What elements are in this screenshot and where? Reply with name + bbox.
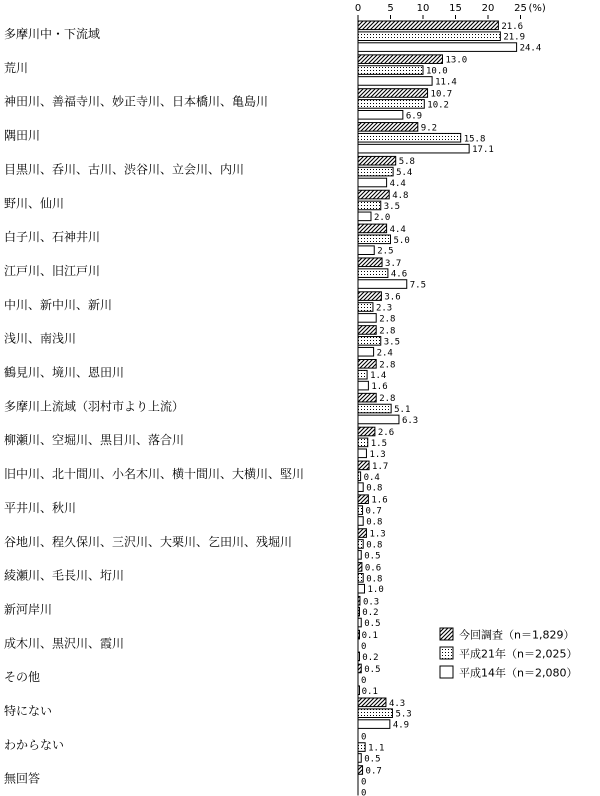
bar-series1-cat8: [358, 303, 373, 312]
bar-series0-cat12: [358, 427, 375, 436]
value-label-series2-cat4: 4.4: [389, 179, 406, 189]
value-label-series1-cat16: 0.8: [366, 574, 383, 585]
value-label-series1-cat19: 0: [361, 675, 367, 686]
x-tick-label-3: 15: [449, 3, 462, 14]
value-label-series2-cat0: 24.4: [519, 43, 542, 54]
value-label-series1-cat18: 0: [361, 642, 367, 652]
value-label-series1-cat15: 0.8: [366, 540, 383, 551]
x-tick-label-5: 25: [514, 3, 527, 14]
value-label-series2-cat19: 0.1: [361, 686, 378, 697]
x-axis-unit-label: (%): [528, 3, 546, 14]
bar-series0-cat11: [358, 393, 376, 402]
bar-series0-cat16: [358, 563, 362, 572]
bar-series0-cat5: [358, 190, 389, 199]
value-label-series1-cat14: 0.7: [365, 506, 382, 517]
bar-series0-cat6: [358, 224, 387, 233]
bar-series0-cat20: [358, 698, 386, 707]
value-label-series1-cat10: 1.4: [370, 371, 387, 382]
value-label-series1-cat20: 5.3: [395, 709, 412, 720]
value-label-series0-cat17: 0.3: [362, 597, 380, 608]
bar-series1-cat4: [358, 167, 393, 176]
value-label-series0-cat6: 4.4: [389, 224, 406, 235]
value-label-series2-cat8: 2.8: [379, 314, 396, 325]
value-label-series2-cat21: 0.5: [364, 754, 381, 765]
category-label-14: 平井川、秋川: [4, 500, 77, 515]
value-label-series0-cat7: 3.7: [385, 258, 402, 269]
bar-series2-cat1: [358, 77, 432, 86]
value-label-series1-cat22: 0: [361, 777, 367, 788]
value-label-series0-cat11: 2.8: [379, 394, 396, 405]
value-label-series0-cat20: 4.3: [388, 698, 406, 709]
value-label-series1-cat6: 5.0: [393, 235, 410, 246]
value-label-series0-cat19: 0.5: [364, 664, 381, 675]
legend-swatch-1: [440, 647, 453, 659]
bar-series2-cat12: [358, 449, 366, 458]
category-label-16: 綾瀬川、毛長川、垳川: [4, 568, 125, 583]
legend-label-2: 平成14年（n＝2,080）: [459, 666, 578, 680]
bar-series2-cat14: [358, 517, 363, 526]
category-label-12: 柳瀬川、空堀川、黒目川、落合川: [4, 433, 185, 448]
bar-series2-cat16: [358, 584, 365, 593]
legend-label-1: 平成21年（n＝2,025）: [459, 647, 578, 661]
bar-series1-cat1: [358, 66, 423, 75]
bar-series0-cat8: [358, 292, 381, 301]
value-label-series0-cat12: 2.6: [377, 428, 395, 438]
value-label-series0-cat2: 10.7: [430, 89, 453, 100]
bar-series1-cat7: [358, 269, 388, 278]
category-label-3: 隅田川: [4, 128, 41, 143]
category-label-18: 成木川、黒沢川、霞川: [4, 636, 125, 651]
value-label-series0-cat21: 0: [361, 732, 367, 743]
category-label-5: 野川、仙川: [4, 196, 65, 211]
value-label-series2-cat1: 11.4: [435, 77, 457, 88]
bar-series1-cat5: [358, 201, 381, 210]
category-label-9: 浅川、南浅川: [4, 331, 77, 346]
legend: [440, 628, 577, 680]
bar-series2-cat11: [358, 415, 399, 424]
value-label-series0-cat9: 2.8: [379, 326, 396, 337]
legend-swatch-2: [440, 666, 453, 678]
bar-series2-cat2: [358, 111, 403, 120]
bar-series2-cat20: [358, 720, 390, 729]
value-label-series0-cat10: 2.8: [379, 360, 396, 371]
value-label-series2-cat2: 6.9: [405, 111, 423, 122]
category-label-20: 特にない: [4, 704, 53, 718]
value-label-series2-cat5: 2.0: [374, 212, 391, 223]
bar-series0-cat13: [358, 461, 369, 470]
value-label-series1-cat4: 5.4: [396, 168, 413, 179]
value-label-series0-cat16: 0.6: [364, 563, 382, 574]
value-label-series2-cat18: 0.2: [362, 652, 379, 663]
value-label-series1-cat11: 5.1: [394, 405, 411, 416]
value-label-series2-cat10: 1.6: [371, 382, 388, 393]
bar-series1-cat15: [358, 540, 363, 549]
value-label-series0-cat0: 21.6: [501, 21, 524, 32]
x-tick-label-1: 5: [387, 3, 394, 14]
value-label-series0-cat14: 1.6: [371, 495, 388, 506]
value-label-series1-cat7: 4.6: [390, 269, 408, 280]
value-label-series1-cat9: 3.5: [383, 337, 401, 348]
value-label-series1-cat2: 10.2: [427, 100, 449, 111]
bar-series0-cat0: [358, 21, 498, 30]
bar-series1-cat12: [358, 438, 368, 447]
bar-series0-cat3: [358, 123, 418, 132]
category-label-11: 多摩川上流域（羽村市より上流）: [4, 399, 185, 414]
value-label-series1-cat8: 2.3: [375, 303, 393, 314]
bar-series2-cat8: [358, 314, 376, 323]
value-label-series0-cat8: 3.6: [384, 292, 401, 303]
bar-series1-cat20: [358, 709, 392, 718]
bar-series2-cat0: [358, 43, 517, 52]
bar-series2-cat13: [358, 483, 363, 492]
value-label-series1-cat12: 1.5: [370, 438, 388, 449]
value-label-series2-cat11: 6.3: [401, 415, 419, 426]
bar-series2-cat4: [358, 178, 387, 187]
value-label-series2-cat16: 1.0: [367, 585, 384, 596]
value-label-series2-cat6: 2.5: [377, 246, 394, 257]
bar-series1-cat9: [358, 337, 381, 346]
legend-swatch-0: [440, 628, 453, 640]
value-label-series2-cat13: 0.8: [366, 483, 383, 494]
value-label-series2-cat15: 0.5: [364, 551, 381, 562]
x-tick-label-4: 20: [481, 3, 495, 14]
value-label-series2-cat22: 0: [361, 788, 367, 796]
value-label-series2-cat9: 2.4: [376, 348, 393, 359]
x-axis-ticks: [355, 3, 546, 19]
bar-series1-cat11: [358, 404, 391, 413]
legend-label-0: 今回調査（n＝1,829）: [459, 628, 575, 642]
value-label-series1-cat21: 1.1: [368, 743, 385, 754]
bar-series1-cat2: [358, 100, 424, 109]
bar-series1-cat21: [358, 743, 365, 752]
category-label-13: 旧中川、北十間川、小名木川、横十間川、大横川、堅川: [4, 467, 305, 482]
value-label-series0-cat18: 0.1: [361, 631, 378, 642]
bar-series1-cat16: [358, 574, 363, 583]
value-label-series1-cat1: 10.0: [426, 66, 448, 77]
bar-series0-cat4: [358, 156, 396, 165]
value-label-series1-cat0: 21.9: [503, 32, 526, 43]
category-label-15: 谷地川、程久保川、三沢川、大栗川、乞田川、残堀川: [4, 534, 293, 549]
bar-series1-cat3: [358, 133, 461, 142]
bar-series2-cat5: [358, 212, 371, 221]
bar-series0-cat2: [358, 89, 428, 98]
value-label-series2-cat12: 1.3: [369, 449, 386, 460]
category-label-0: 多摩川中・下流域: [4, 27, 101, 41]
category-label-1: 荒川: [4, 60, 29, 75]
bar-series0-cat22: [358, 766, 363, 775]
bar-series0-cat14: [358, 495, 368, 504]
category-label-22: 無回答: [4, 771, 41, 786]
category-label-19: その他: [4, 670, 41, 685]
category-label-17: 新河岸川: [4, 602, 53, 617]
value-label-series1-cat13: 0.4: [363, 472, 380, 483]
bar-series2-cat6: [358, 246, 374, 255]
value-label-series1-cat3: 15.8: [463, 134, 486, 145]
category-label-6: 白子川、石神井川: [4, 230, 101, 245]
bar-series2-cat7: [358, 280, 407, 289]
bar-series1-cat6: [358, 235, 391, 244]
category-label-21: わからない: [4, 737, 65, 752]
value-label-series0-cat4: 5.8: [398, 157, 415, 168]
category-label-2: 神田川、善福寺川、妙正寺川、日本橋川、亀島川: [4, 94, 269, 109]
x-tick-label-2: 10: [416, 3, 430, 14]
bar-series0-cat10: [358, 360, 376, 369]
value-label-series0-cat15: 1.3: [369, 529, 386, 540]
category-label-7: 江戸川、旧江戸川: [4, 263, 101, 278]
bar-series0-cat9: [358, 326, 376, 335]
bar-series2-cat9: [358, 347, 374, 356]
category-label-8: 中川、新中川、新川: [4, 297, 113, 312]
category-label-10: 鶴見川、境川、恩田川: [4, 365, 125, 380]
x-tick-label-0: 0: [354, 3, 362, 14]
bar-series1-cat10: [358, 370, 367, 379]
category-label-4: 目黒川、呑川、古川、渋谷川、立会川、内川: [4, 162, 245, 177]
bar-series1-cat14: [358, 506, 363, 515]
category-labels: [4, 26, 304, 786]
value-label-series0-cat1: 13.0: [445, 55, 468, 66]
value-label-series2-cat20: 4.9: [392, 720, 410, 731]
bar-series1-cat0: [358, 32, 500, 41]
bar-series2-cat3: [358, 144, 469, 153]
value-label-series1-cat17: 0.2: [362, 608, 379, 619]
value-label-series2-cat17: 0.5: [364, 619, 381, 630]
value-label-series0-cat13: 1.7: [372, 461, 389, 472]
value-label-series0-cat5: 4.8: [392, 191, 409, 202]
value-label-series2-cat14: 0.8: [366, 517, 383, 528]
value-label-series1-cat5: 3.5: [383, 201, 401, 212]
value-label-series0-cat22: 0.7: [365, 766, 382, 777]
bars: [358, 21, 541, 796]
value-label-series2-cat3: 17.1: [472, 145, 494, 156]
bar-series0-cat7: [358, 258, 382, 267]
bar-series2-cat10: [358, 381, 368, 390]
bar-series0-cat1: [358, 55, 443, 64]
value-label-series2-cat7: 7.5: [409, 280, 427, 291]
value-label-series0-cat3: 9.2: [420, 123, 438, 134]
bar-series0-cat15: [358, 529, 366, 538]
